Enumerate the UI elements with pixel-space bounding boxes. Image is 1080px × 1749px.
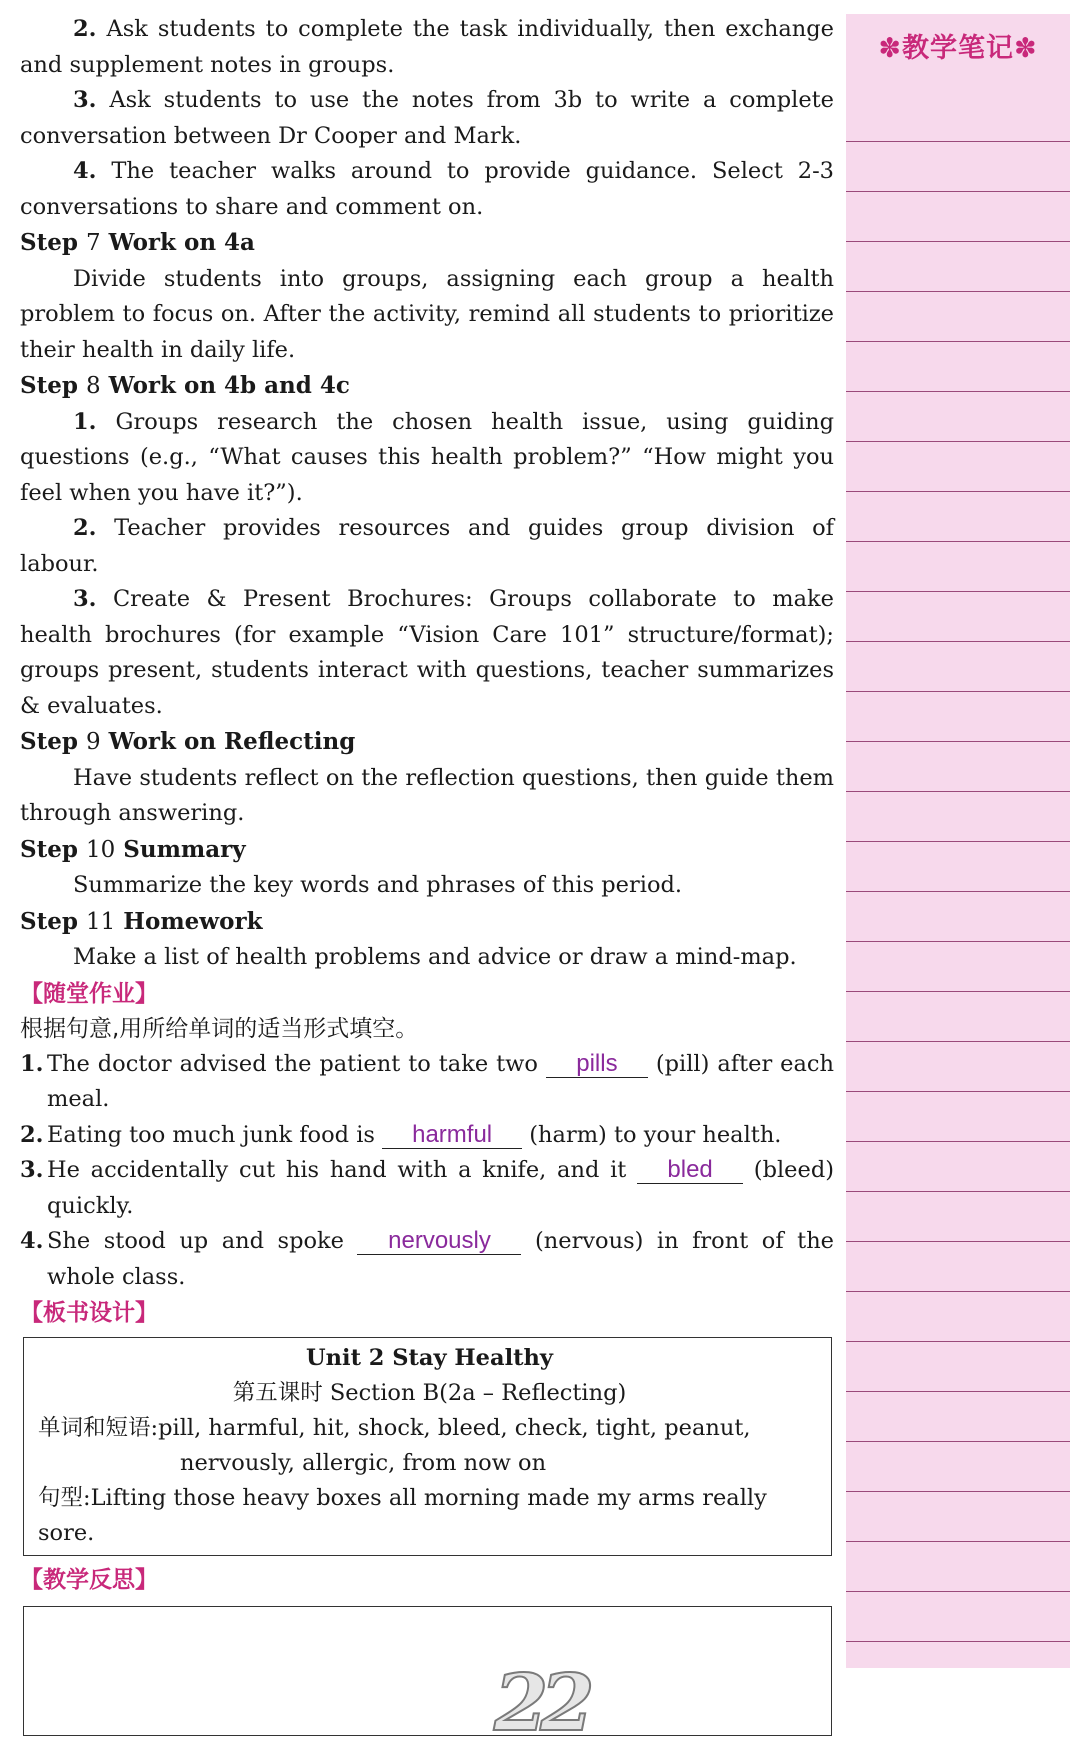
step8-item-3: 3. Create & Present Brochures: Groups collaborate to make health brochures (for example “Vision Care 101” structure/format); groups present, students interact with questions, teacher summarizes & evaluates.: [20, 586, 834, 719]
page-number: 22: [494, 1658, 587, 1749]
step7-heading: Step 7 Work on 4a: [20, 229, 255, 256]
answer-blank-4[interactable]: nervously: [357, 1228, 521, 1255]
answer-blank-2[interactable]: harmful: [382, 1122, 522, 1149]
board-lesson: 第五课时 Section B(2a – Reflecting): [232, 1380, 627, 1406]
step10-heading: Step 10 Summary: [20, 835, 246, 863]
reflection-section-title: 【教学反思】: [20, 1567, 158, 1593]
notes-sidebar: [846, 14, 1070, 1668]
step8-heading: Step 8 Work on 4b and 4c: [20, 372, 350, 399]
step10-text: Summarize the key words and phrases of this period.: [73, 872, 683, 898]
step8-item-2: 2. Teacher provides resources and guides group division of labour.: [20, 515, 834, 577]
step8-item-1: 1. Groups research the chosen health issue, using guiding questions (e.g., “What causes this health problem?” “How might you feel when you have it?”).: [20, 408, 834, 506]
intro-item-3: 3. Ask students to use the notes from 3b to write a complete conversation between Dr Cooper and Mark.: [20, 87, 834, 149]
note-lines[interactable]: [846, 92, 1070, 1668]
step9-text: Have students reflect on the reflection questions, then guide them through answering.: [20, 764, 834, 826]
answer-blank-1[interactable]: pills: [546, 1051, 648, 1078]
answer-blank-3[interactable]: bled: [637, 1157, 743, 1184]
board-words-cont: nervously, allergic, from now on: [180, 1450, 547, 1476]
reflection-box[interactable]: [23, 1606, 832, 1749]
step9-heading: Step 9 Work on Reflecting: [20, 728, 356, 755]
intro-item-4: 4. The teacher walks around to provide guidance. Select 2-3 conversations to share and comment on.: [20, 158, 834, 220]
homework-instruction: 根据句意,用所给单词的适当形式填空。: [20, 1015, 419, 1042]
step11-text: Make a list of health problems and advice or draw a mind-map.: [73, 944, 797, 970]
board-sentence: 句型:Lifting those heavy boxes all morning made my arms really sore.: [38, 1485, 767, 1546]
step7-text: Divide students into groups, assigning each group a health problem to focus on. After the activity, remind all students to prioritize their health in daily life.: [20, 265, 834, 363]
sidebar-title: ✽教学笔记✽: [878, 33, 1038, 64]
question-3: 3. He accidentally cut his hand with a knife, and it bled (bleed) quickly.: [20, 1156, 834, 1219]
homework-section-title: 【随堂作业】: [20, 980, 158, 1007]
board-unit-title: Unit 2 Stay Healthy: [306, 1345, 553, 1371]
board-section-title: 【板书设计】: [20, 1300, 158, 1326]
main-content: [20, 12, 834, 1749]
board-words: 单词和短语:pill, harmful, hit, shock, bleed, check, tight, peanut,: [38, 1415, 751, 1441]
step11-heading: Step 11 Homework: [20, 907, 263, 935]
board-design-box: [23, 1337, 832, 1556]
intro-item-2: 2. Ask students to complete the task individually, then exchange and supplement notes in groups.: [20, 16, 834, 78]
question-4: 4. She stood up and spoke nervously (nervous) in front of the whole class.: [20, 1227, 834, 1290]
question-1: 1. The doctor advised the patient to take two pills (pill) after each meal.: [20, 1049, 834, 1112]
question-2: 2. Eating too much junk food is harmful (harm) to your health.: [20, 1120, 782, 1148]
